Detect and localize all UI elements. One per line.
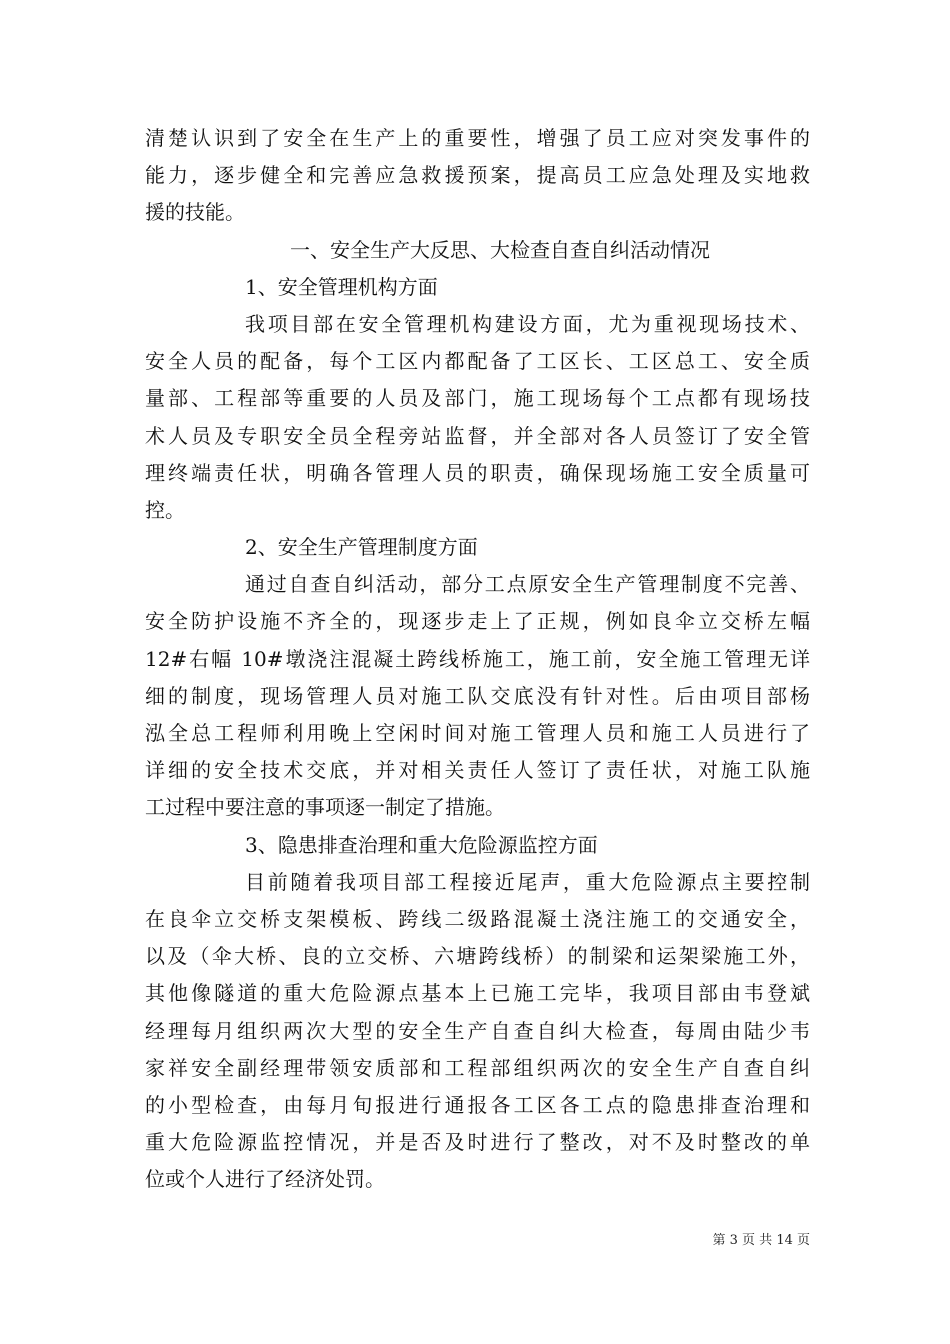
paragraph-line: 援的技能。 (145, 200, 245, 225)
paragraph-line: 我项目部在安全管理机构建设方面，尤为重视现场技术、 (245, 311, 810, 336)
subsection-heading: 2、安全生产管理制度方面 (245, 535, 478, 560)
paragraph-line: 控。 (145, 497, 185, 522)
page-number: 第 3 页 共 14 页 (712, 1233, 810, 1248)
subsection-heading: 1、安全管理机构方面 (245, 274, 438, 299)
paragraph-line: 位或个人进行了经济处罚。 (145, 1167, 385, 1192)
paragraph-line: 泓全总工程师利用晚上空闲时间对施工管理人员和施工人员进行了 (145, 721, 810, 745)
paragraph-line: 的小型检查，由每月旬报进行通报各工区各工点的隐患排查治理和 (145, 1092, 810, 1117)
paragraph-line: 家祥安全副经理带领安质部和工程部组织两次的安全生产自查自纠 (145, 1055, 810, 1080)
paragraph-line: 工过程中要注意的事项逐一制定了措施。 (145, 795, 505, 820)
paragraph-line: 详细的安全技术交底，并对相关责任人签订了责任状，对施工队施 (145, 758, 810, 783)
paragraph-line: 理终端责任状，明确各管理人员的职责，确保现场施工安全质量可 (145, 460, 810, 485)
paragraph-line: 量部、工程部等重要的人员及部门，施工现场每个工点都有现场技 (145, 386, 810, 411)
paragraph-line: 以及（伞大桥、良的立交桥、六塘跨线桥）的制梁和运架梁施工外， (145, 944, 810, 969)
paragraph-line: 能力，逐步健全和完善应急救援预案，提高员工应急处理及实地救 (145, 163, 810, 188)
paragraph-line: 安全人员的配备，每个工区内都配备了工区长、工区总工、安全质 (145, 349, 810, 374)
paragraph-line: 在良伞立交桥支架模板、跨线二级路混凝土浇注施工的交通安全， (145, 906, 810, 931)
paragraph-line: 安全防护设施不齐全的，现逐步走上了正规，例如良伞立交桥左幅 (145, 609, 810, 634)
paragraph-line: 其他像隧道的重大危险源点基本上已施工完毕，我项目部由韦登斌 (145, 981, 810, 1006)
paragraph-line: 重大危险源监控情况，并是否及时进行了整改，对不及时整改的单 (145, 1130, 810, 1155)
subsection-heading: 3、隐患排查治理和重大危险源监控方面 (245, 832, 598, 857)
paragraph-line: 经理每月组织两次大型的安全生产自查自纠大检查，每周由陆少韦 (145, 1018, 810, 1043)
paragraph-line: 通过自查自纠活动，部分工点原安全生产管理制度不完善、 (245, 572, 810, 597)
document-body (145, 120, 810, 1198)
paragraph-line: 术人员及专职安全员全程旁站监督，并全部对各人员签订了安全管 (145, 423, 810, 448)
paragraph-line: 细的制度，现场管理人员对施工队交底没有针对性。后由项目部杨 (145, 683, 810, 708)
paragraph-line: 清楚认识到了安全在生产上的重要性，增强了员工应对突发事件的 (145, 126, 810, 150)
paragraph-line: 目前随着我项目部工程接近尾声，重大危险源点主要控制 (245, 869, 810, 894)
section-heading: 一、安全生产大反思、大检查自查自纠活动情况 (290, 237, 710, 262)
paragraph-line: 12#右幅 10#墩浇注混凝土跨线桥施工，施工前，安全施工管理无详 (145, 646, 810, 671)
